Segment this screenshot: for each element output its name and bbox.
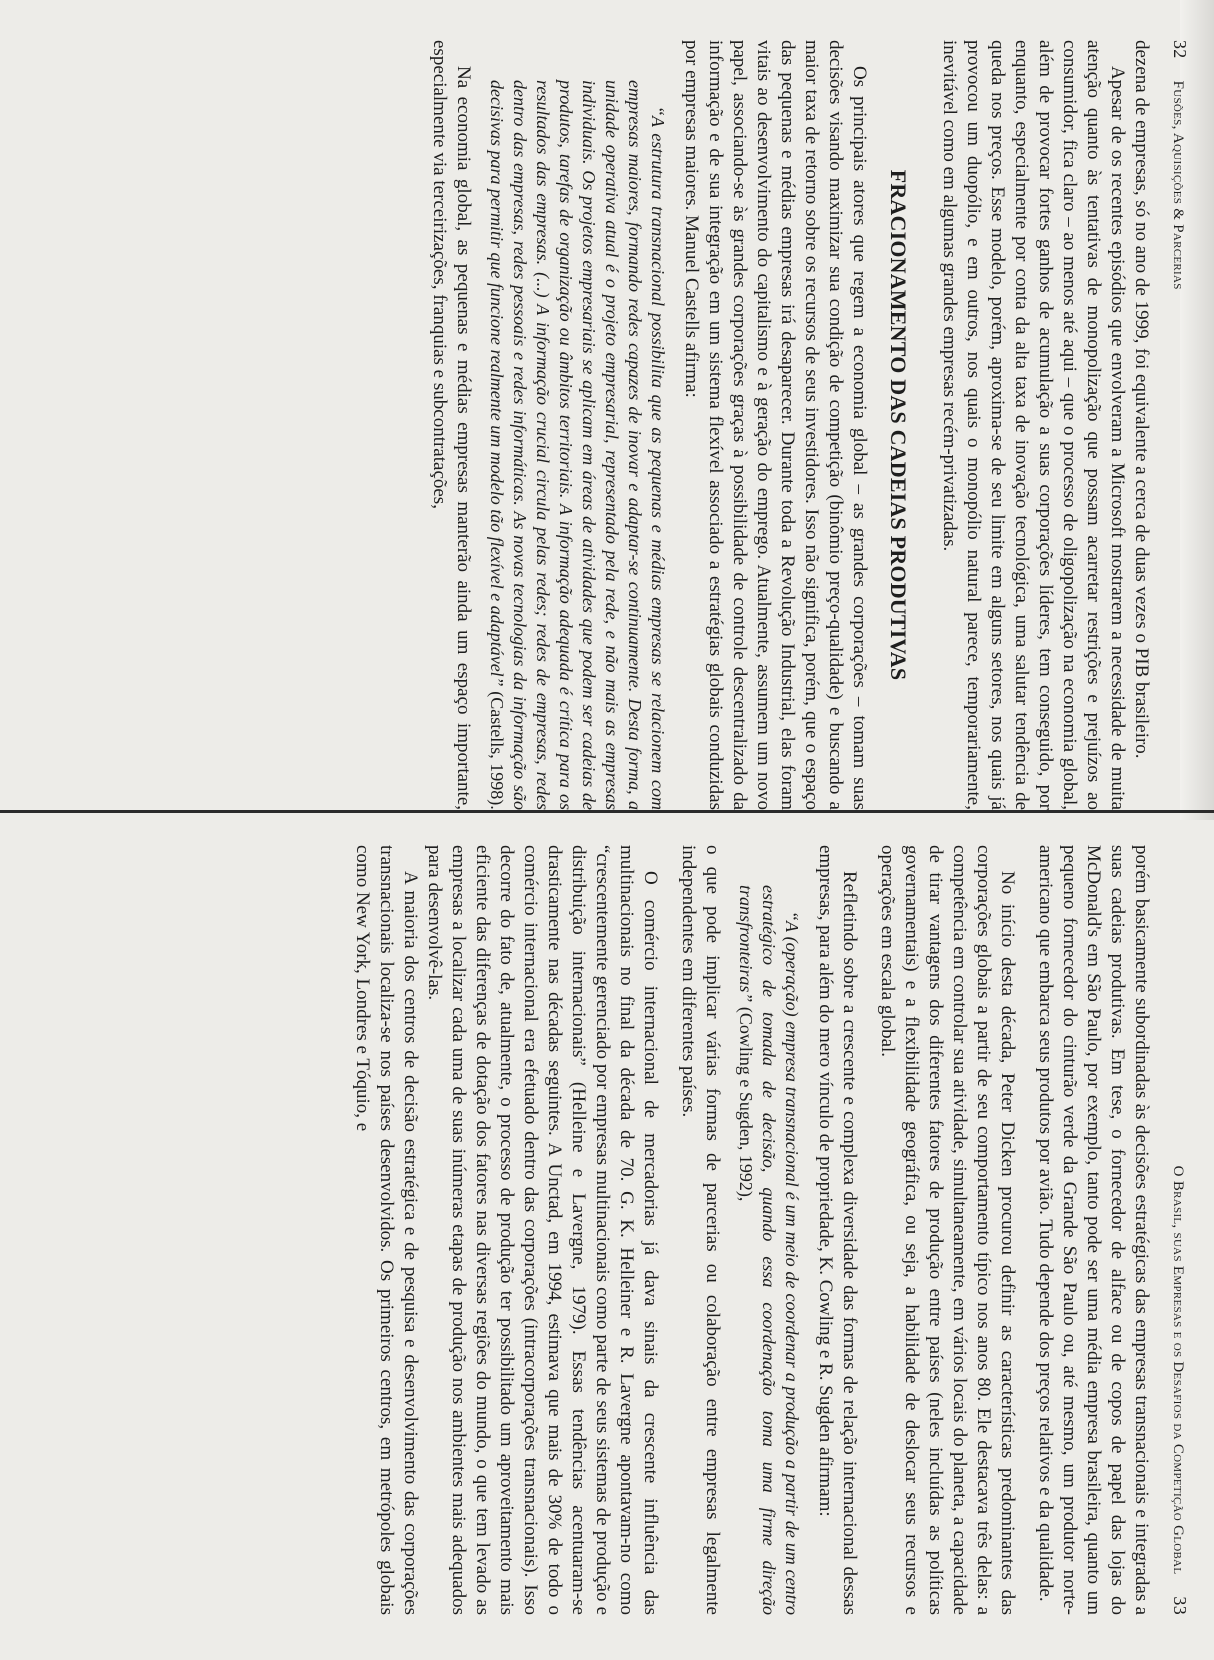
cowling-citation: (Cowling e Sugden, 1992), bbox=[736, 1006, 756, 1202]
page-divider bbox=[0, 810, 1214, 813]
right-paragraph-3: Refletindo sobre a crescente e complexa diversidade das formas de relação internacional dessas empresas, para além do mero vínculo de propriedade, K. Cowling e R. Sugden afirmam: bbox=[815, 845, 860, 1615]
right-paragraph-2: No início desta década, Peter Dicken procurou definir as características predominantes das corporações globais a partir de seu comportamento típico nos anos 80. Ele destacava três delas: a competência em controlar sua atividade, simultaneamente, em vários locais do planeta, a capacidade de tirar vantagens dos diferentes fatores de produção entre países (neles incluídas as políticas governamentais) e a flexibilidade geográfica, ou seja, a habilidade de deslocar seus recursos e operações em escala global. bbox=[877, 845, 1018, 1615]
left-paragraph-4: Na economia global, as pequenas e médias empresas manterão ainda um espaço importante, especialmente via terceirizações, franquias e subcontratações, bbox=[429, 40, 474, 810]
right-paragraph-6: A maioria dos centros de decisão estratégica e de pesquisa e desenvolvimento das corporações transnacionais localiza-se nos países desenvolvidos. Os primeiros centros, em metrópoles globais como New York, Londres e Tóquio, e bbox=[352, 845, 421, 1615]
left-paragraph-3: Os principais atores que regem a economia global – as grandes corporações – tomam suas decisões visando maximizar sua condição de competição (binômio preço-qualidade) e buscando a maior taxa de retorno sobre os recursos de seus investidores. Isso não significa, porém, que o espaço das pequenas e médias empresas irá desaparecer. Durante toda a Revolução Industrial, elas foram vitais ao desenvolvimento do capitalismo e à geração do emprego. Atualmente, assumem um novo papel, associando-se às grandes corporações graças à possibilidade de controle descentralizado da informação e de sua integração em um sistema flexível associado a estratégias globais conduzidas por empresas maiores. Manuel Castells afirma: bbox=[681, 40, 870, 810]
right-paragraph-4: o que pode implicar várias formas de parcerias ou colaboração entre empresas legalmente independentes em diferentes países. bbox=[678, 845, 723, 1615]
page-number-left: 32 bbox=[1170, 40, 1190, 59]
castells-quote bbox=[485, 80, 669, 810]
left-page bbox=[20, 40, 1190, 810]
right-page-header bbox=[1169, 845, 1190, 1615]
running-head-right: O Brasil, suas Empresas e os Desafios da Competição Global bbox=[1170, 1165, 1186, 1575]
cowling-quote-text: “A (operação) empresa transnacional é um meio de coordenar a produção a partir de um centro estratégico de tomada de decisão, quando essa coordenação toma uma firme direção transfronteiras” bbox=[736, 885, 802, 1615]
right-paragraph-1: porém basicamente subordinadas às decisões estratégicas das empresas transnacionais e integradas a suas cadeias produtivas. Em tese, o fornecedor de alface ou de copos de papel das lojas do McDonald's em São Paulo, por exemplo, tanto pode ser uma média empresa brasileira, quanto um pequeno fornecedor do cinturão verde da Grande São Paulo ou, até mesmo, um produtor norte-americano que embarca seus produtos por avião. Tudo depende dos preços relativos e da qualidade. bbox=[1035, 845, 1152, 1615]
cowling-quote bbox=[734, 885, 803, 1615]
left-paragraph-2: Apesar de os recentes episódios que envolveram a Microsoft mostrarem a necessidade de muita atenção quanto às tentativas de monopolização que possam acarretar restrições e prejuízos ao consumidor, fica claro – ao menos até aqui – que o processo de oligopolização na economia global, além de provocar fortes ganhos de acumulação a suas corporações líderes, tem conseguido, por enquanto, especialmente por conta da alta taxa de inovação tecnológica, uma salutar tendência de queda nos preços. Esse modelo, porém, aproxima-se de seu limite em alguns setores, nos quais já provocou um duopólio, e em outros, nos quais o monopólio natural parece, temporariamente, inevitável como em algumas grandes empresas recém-privatizadas. bbox=[939, 40, 1128, 810]
right-paragraph-5: O comércio internacional de mercadorias já dava sinais da crescente influência das multinacionais no final da década de 70. G. K. Helleiner e R. Lavergne apontavam-no como “crescentemente gerenciado por empresas multinacionais como parte de seus sistemas de produção e distribuição internacionais” (Helleine e Lavergne, 1979). Essas tendências acentuaram-se drasticamente nas décadas seguintes. A Unctad, em 1994, estimava que mais de 30% de todo o comércio internacional era efetuado dentro das corporações (intracorporações transnacionais). Isso decorre do fato de, atualmente, o processo de produção ter possibilitado um aproveitamento mais eficiente das diferenças de dotação dos fatores nas diversas regiões do mundo, o que tem levado as empresas a localizar cada uma de suas inúmeras etapas de produção nos ambientes mais adequados para desenvolvê-las. bbox=[424, 845, 661, 1615]
section-heading: FRACIONAMENTO DAS CADEIAS PRODUTIVAS bbox=[886, 169, 911, 681]
left-paragraph-1: dezena de empresas, só no ano de 1999, foi equivalente a cerca de duas vezes o PIB brasileiro. bbox=[1131, 40, 1152, 759]
castells-citation: (Castells, 1998). bbox=[487, 691, 507, 810]
right-page bbox=[20, 845, 1190, 1615]
castells-quote-text: “A estrutura transnacional possibilita que as pequenas e médias empresas se relacionem com empresas maiores, formando redes capazes de inovar e adaptar-se continuamente. Desta forma, a unidade operativa atual é o projeto empresarial, representado pela rede, e não mais as empresas individuais. Os projetos empresariais se aplicam em áreas de atividades que podem ser cadeias de produtos, tarefas de organização ou âmbitos territoriais. A informação adequada é crítica para os resultados das empresas. (...) A informação crucial circula pelas redes; redes de empresas, redes dentro das empresas, redes pessoais e redes informáticas. As novas tecnologias da informação são decisivas para permitir que funcione realmente um modelo tão flexível e adaptável” bbox=[487, 80, 668, 810]
page-number-right: 33 bbox=[1170, 1596, 1190, 1615]
left-page-header bbox=[1169, 40, 1190, 810]
running-head-left: Fusões, Aquisições & Parcerias bbox=[1170, 80, 1186, 290]
